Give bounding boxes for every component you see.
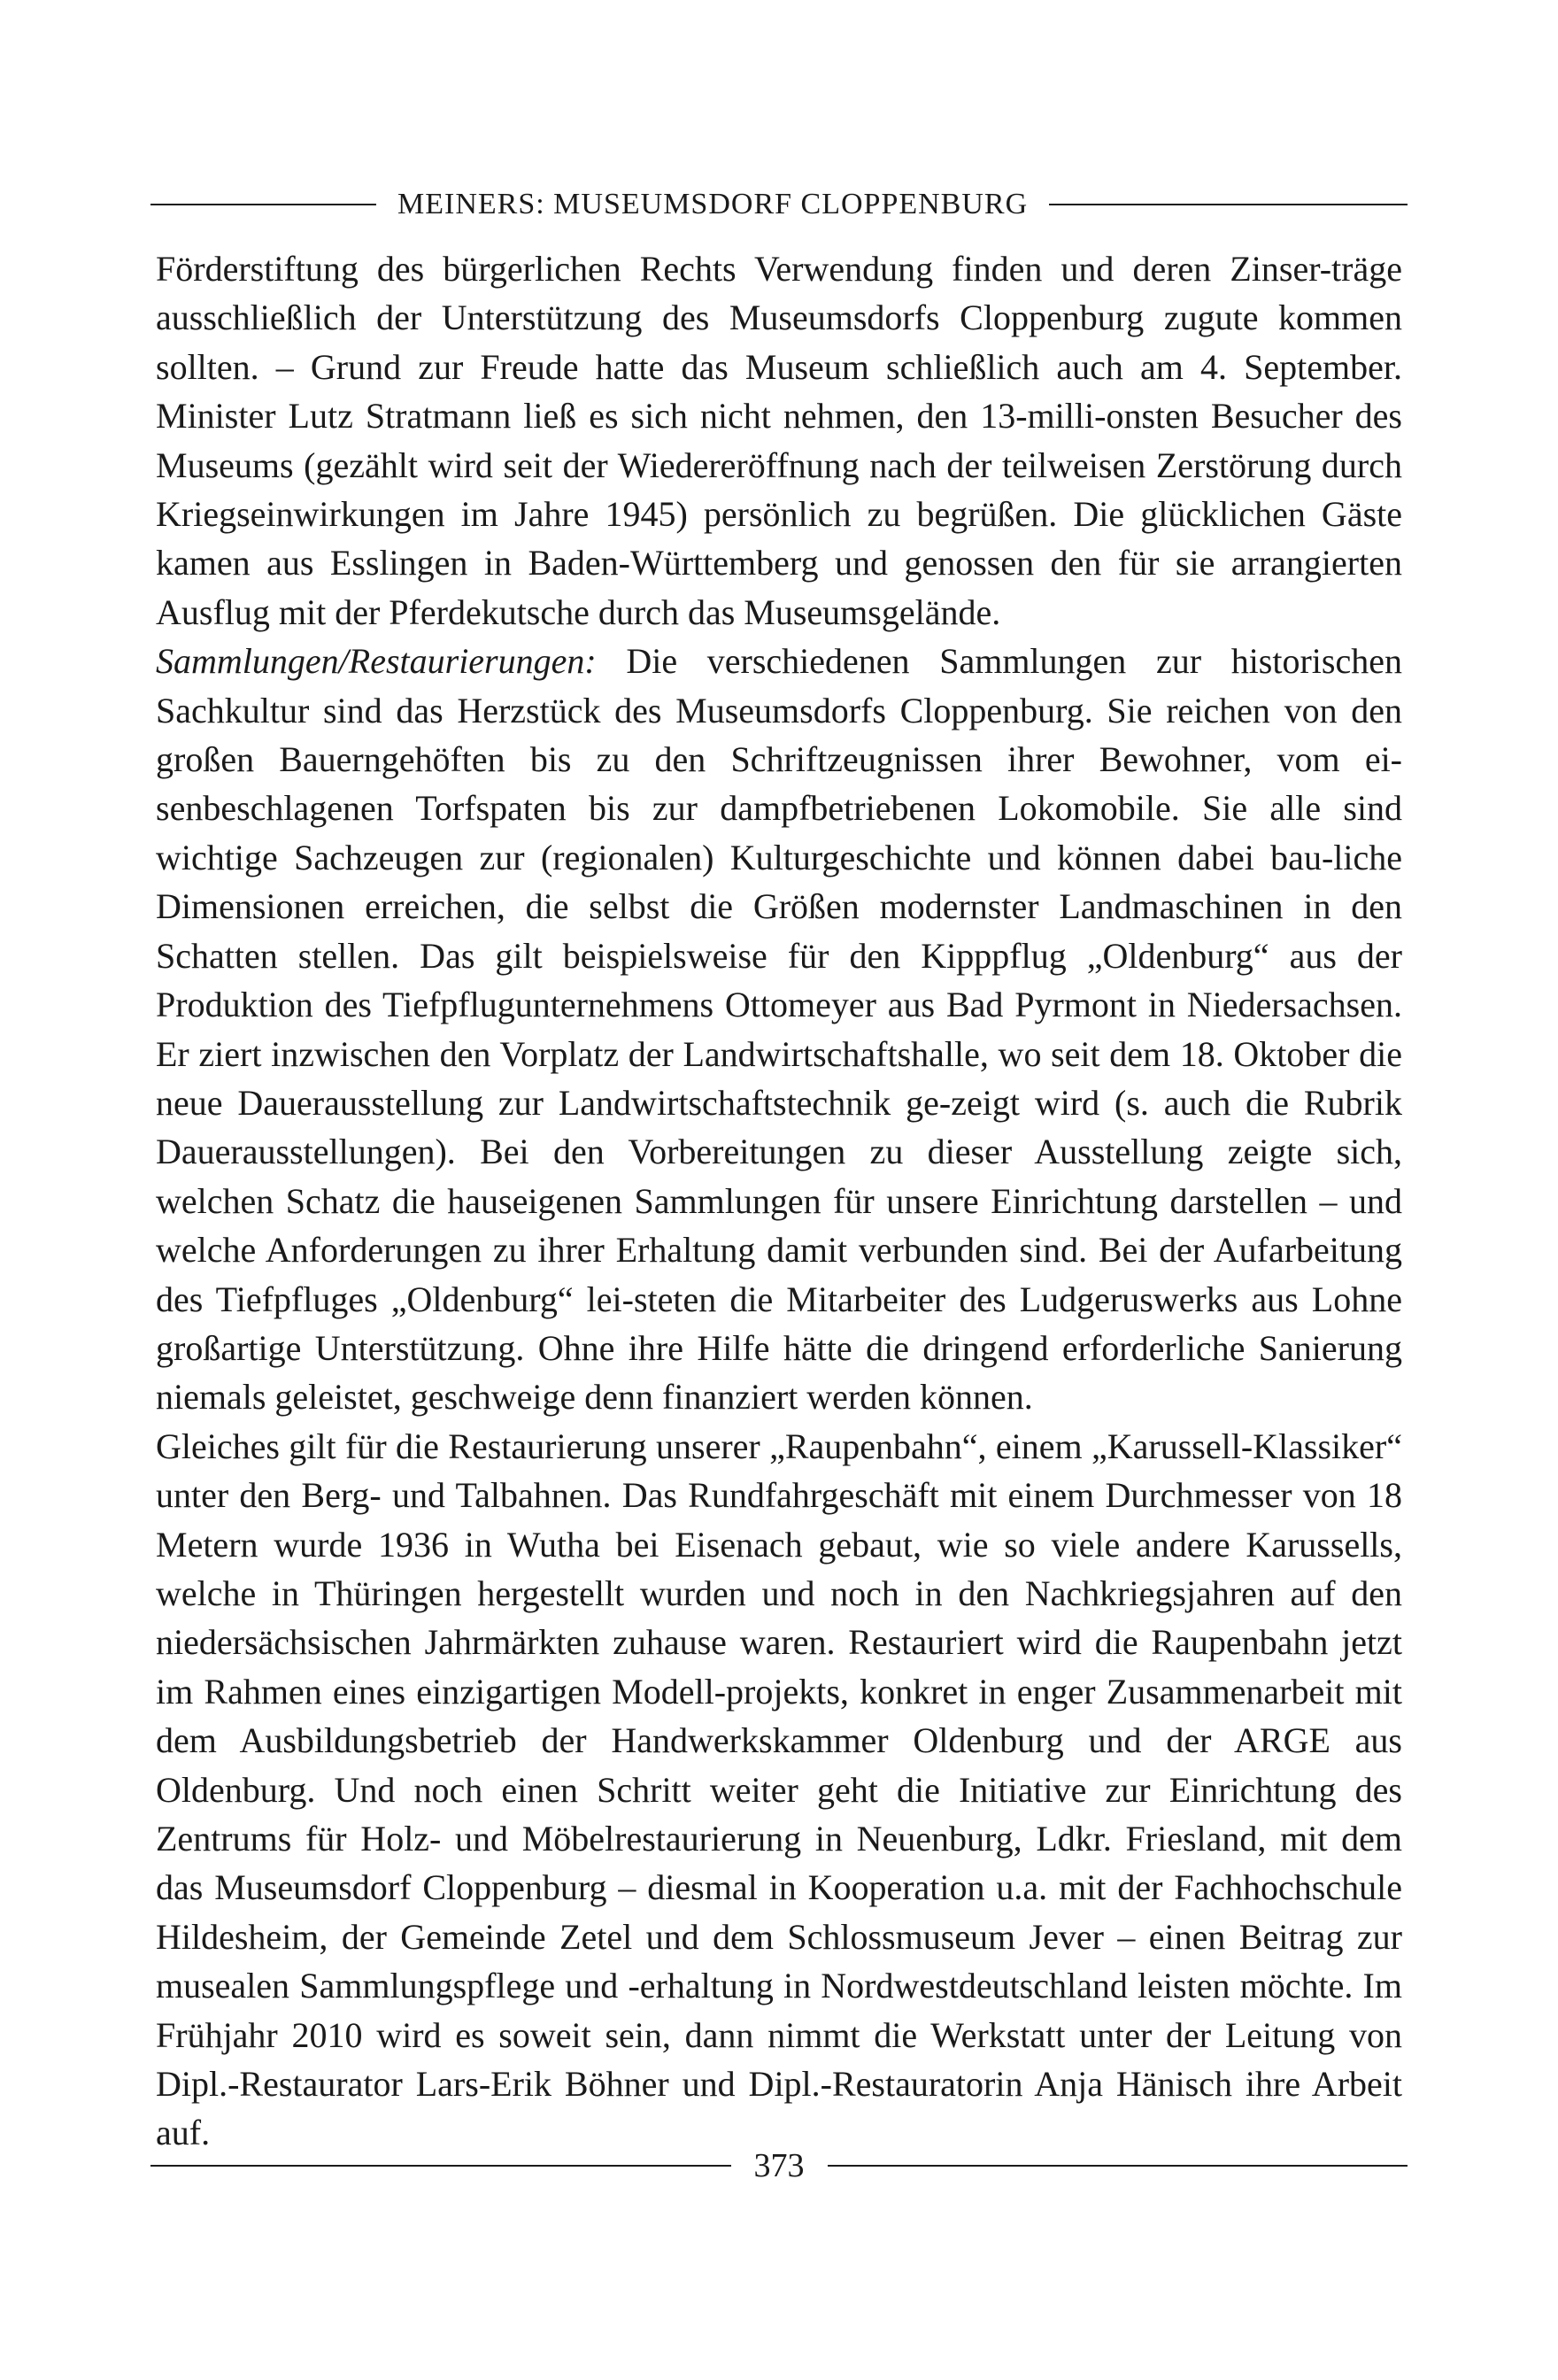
running-title: MEINERS: MUSEUMSDORF CLOPPENBURG (397, 188, 1029, 220)
paragraph (156, 637, 1402, 1422)
header-rule-left (150, 204, 376, 205)
paragraph-lead: Sammlungen/Restaurierungen: (156, 641, 597, 682)
page-footer (150, 2146, 1408, 2185)
paragraph (156, 1422, 1402, 2158)
page-number: 373 (753, 2147, 805, 2184)
header-rule-right (1049, 204, 1408, 205)
paragraph (156, 244, 1402, 637)
paragraph-text: Förderstiftung des bürgerlichen Rechts Verwendung finden und deren Zinser-träge ausschließlich der Unterstützung des Museumsdorfs Cloppenburg zugute kommen sollten. – Grund zur Freude hatte das Museum schließlich auch am 4. September. Minister Lutz Stratmann ließ es sich nicht nehmen, den 13-milli-onsten Besucher des Museums (gezählt wird seit der Wiedereröffnung nach der teilweisen Zerstörung durch Kriegseinwirkungen im Jahre 1945) persönlich zu begrüßen. Die glücklichen Gäste kamen aus Esslingen in Baden-Württemberg und genossen den für sie arrangierten Ausflug mit der Pferdekutsche durch das Museumsgelände. (156, 249, 1402, 632)
paragraph-text: Gleiches gilt für die Restaurierung unserer „Raupenbahn“, einem „Karussell-Klassiker“ unter den Berg- und Talbahnen. Das Rundfahrgeschäft mit einem Durchmesser von 18 Metern wurde 1936 in Wutha bei Eisenach gebaut, wie so viele andere Karussells, welche in Thüringen hergestellt wurden und noch in den Nachkriegsjahren auf den niedersächsischen Jahrmärkten zuhause waren. Restauriert wird die Raupenbahn jetzt im Rahmen eines einzigartigen Modell-projekts, konkret in enger Zusammenarbeit mit dem Ausbildungsbetrieb der Handwerkskammer Oldenburg und der ARGE aus Oldenburg. Und noch einen Schritt weiter geht die Initiative zur Einrichtung des Zentrums für Holz- und Möbelrestaurierung in Neuenburg, Ldkr. Friesland, mit dem das Museumsdorf Cloppenburg – diesmal in Kooperation u.a. mit der Fachhochschule Hildesheim, der Gemeinde Zetel und dem Schlossmuseum Jever – einen Beitrag zur musealen Sammlungspflege und -erhaltung in Nordwestdeutschland leisten möchte. Im Frühjahr 2010 wird es soweit sein, dann nimmt die Werkstatt unter der Leitung von Dipl.-Restaurator Lars-Erik Böhner und Dipl.-Restauratorin Anja Hänisch ihre Arbeit auf. (156, 1426, 1402, 2153)
running-header (150, 188, 1408, 221)
paragraph-text: Die verschiedenen Sammlungen zur historischen Sachkultur sind das Herzstück des Museumsdorfs Cloppenburg. Sie reichen von den großen Bauerngehöften bis zu den Schriftzeugnissen ihrer Bewohner, vom ei-senbeschlagenen Torfspaten bis zur dampfbetriebenen Lokomobile. Sie alle sind wichtige Sachzeugen zur (regionalen) Kulturgeschichte und können dabei bau-liche Dimensionen erreichen, die selbst die Größen modernster Landmaschinen in den Schatten stellen. Das gilt beispielsweise für den Kipppflug „Oldenburg“ aus der Produktion des Tiefpflugunternehmens Ottomeyer aus Bad Pyrmont in Niedersachsen. Er ziert inzwischen den Vorplatz der Landwirtschaftshalle, wo seit dem 18. Oktober die neue Dauerausstellung zur Landwirtschaftstechnik ge-zeigt wird (s. auch die Rubrik Dauerausstellungen). Bei den Vorbereitungen zu dieser Ausstellung zeigte sich, welchen Schatz die hauseigenen Sammlungen für unsere Einrichtung darstellen – und welche Anforderungen zu ihrer Erhaltung damit verbunden sind. Bei der Aufarbeitung des Tiefpfluges „Oldenburg“ lei-steten die Mitarbeiter des Ludgeruswerks aus Lohne großartige Unterstützung. Ohne ihre Hilfe hätte die dringend erforderliche Sanierung niemals geleistet, geschweige denn finanziert werden können. (156, 641, 1402, 1418)
body-text (156, 244, 1402, 2158)
footer-rule-right (828, 2165, 1408, 2167)
footer-rule-left (150, 2165, 731, 2167)
